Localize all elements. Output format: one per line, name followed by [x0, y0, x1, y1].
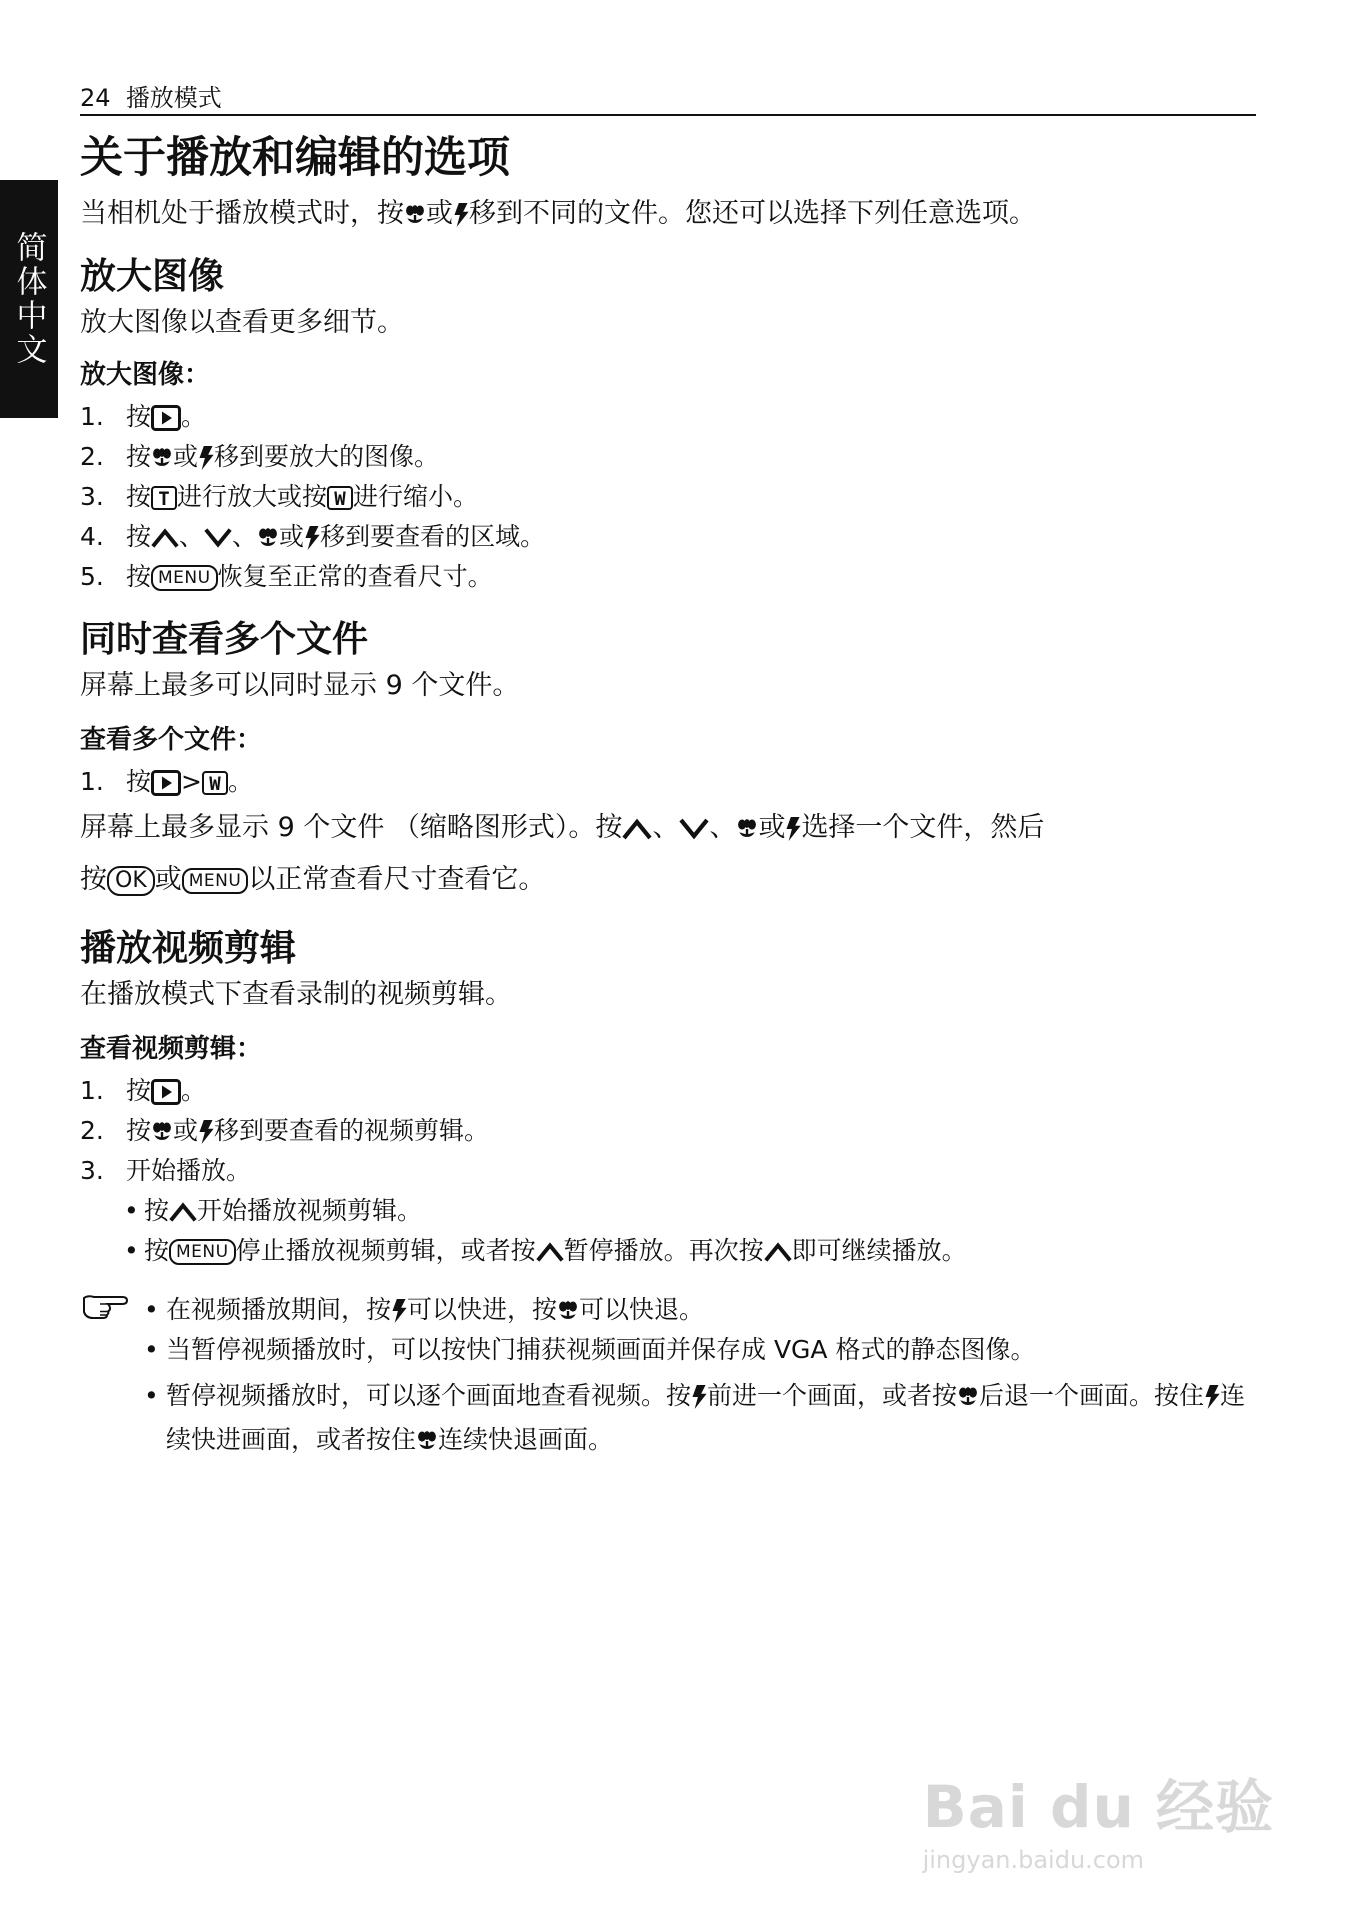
- tele-t-button-icon: T: [151, 486, 177, 510]
- flash-bolt-icon: [198, 446, 214, 470]
- language-tab-label: 简体中文: [10, 231, 47, 367]
- note-item: • 暂停视频播放时，可以逐个画面地查看视频。按 前进一个画面，或者按 后退一个画面。按住 连续快进画面，或者按住 连续快退画面。: [144, 1381, 1246, 1454]
- play-button-icon: [151, 770, 181, 796]
- watermark-brand: Bai du 经验: [922, 1773, 1274, 1841]
- flash-bolt-icon: [198, 1120, 214, 1144]
- video-steps-title: 查看视频剪辑：: [80, 1034, 263, 1064]
- up-chevron-icon: [622, 817, 652, 841]
- flash-bolt-icon: [304, 526, 320, 550]
- macro-flower-icon: [404, 204, 426, 226]
- menu-button-icon: MENU: [169, 1239, 236, 1265]
- list-item: 4. 按 、 、 或 移到要查看的区域。: [80, 522, 546, 551]
- wide-w-button-icon: W: [327, 486, 353, 510]
- macro-flower-icon: [416, 1430, 438, 1452]
- list-item: 1. 按 > W 。: [80, 767, 253, 796]
- multi-steps-title: 查看多个文件：: [80, 725, 263, 755]
- macro-flower-icon: [736, 818, 758, 840]
- flash-bolt-icon: [691, 1385, 707, 1409]
- list-item: 2. 按 或 移到要查看的视频剪辑。: [80, 1116, 490, 1145]
- multi-steps: [80, 762, 1270, 802]
- flash-bolt-icon: [453, 203, 469, 227]
- video-bullets: [80, 1191, 1270, 1271]
- down-chevron-icon: [679, 817, 709, 841]
- macro-flower-icon: [151, 447, 173, 469]
- macro-flower-icon: [257, 527, 279, 549]
- flash-bolt-icon: [785, 817, 801, 841]
- list-item: 3. 按 T 进行放大或按 W 进行缩小。: [80, 482, 479, 511]
- zoom-steps-title: 放大图像：: [80, 360, 211, 390]
- list-item: 1. 按 。: [80, 1076, 207, 1105]
- up-chevron-icon: [536, 1241, 564, 1263]
- header-divider: [80, 114, 1256, 116]
- multi-section-title: 同时查看多个文件: [80, 619, 369, 660]
- play-button-icon: [151, 405, 181, 431]
- video-description: 在播放模式下查看录制的视频剪辑。: [80, 979, 512, 1010]
- list-item: 5. 按 MENU 恢复至正常的查看尺寸。: [80, 562, 493, 591]
- multi-description: 屏幕上最多可以同时显示 9 个文件。: [80, 670, 520, 701]
- multi-paragraph: 屏幕上最多显示 9 个文件 （缩略图形式）。按 、 、 或 选择一个文件，然后 按 OK 或 MENU 以正常查看尺寸查看它。: [80, 812, 1045, 895]
- notes-block: [80, 1290, 1260, 1462]
- page-header: [80, 78, 222, 113]
- up-chevron-icon: [764, 1241, 792, 1263]
- macro-flower-icon: [957, 1386, 979, 1408]
- pointing-hand-icon: [82, 1292, 132, 1322]
- video-steps: [80, 1071, 1270, 1191]
- page-title: 关于播放和编辑的选项: [80, 133, 510, 183]
- language-tab: [0, 180, 58, 418]
- flash-bolt-icon: [1204, 1385, 1220, 1409]
- flash-bolt-icon: [391, 1299, 407, 1323]
- intro-paragraph: 当相机处于播放模式时，按 或 移到不同的文件。您还可以选择下列任意选项。: [80, 198, 1036, 229]
- list-item: 1. 按 。: [80, 402, 207, 431]
- list-item: 2. 按 或 移到要放大的图像。: [80, 442, 440, 471]
- menu-button-icon: MENU: [182, 868, 249, 894]
- list-item: • 按 开始播放视频剪辑。: [124, 1196, 423, 1225]
- main-content: [80, 128, 1270, 1271]
- down-chevron-icon: [204, 527, 232, 549]
- watermark-url: jingyan.baidu.com: [922, 1846, 1145, 1874]
- ok-button-icon: OK: [107, 866, 155, 896]
- page-number: 24: [80, 84, 111, 112]
- section-name: 播放模式: [125, 84, 222, 112]
- zoom-section-title: 放大图像: [80, 256, 225, 297]
- macro-flower-icon: [151, 1121, 173, 1143]
- up-chevron-icon: [169, 1201, 197, 1223]
- wide-w-button-icon: W: [202, 771, 228, 795]
- note-item: • 当暂停视频播放时，可以按快门捕获视频画面并保存成 VGA 格式的静态图像。: [144, 1335, 1036, 1364]
- note-item: • 在视频播放期间，按 可以快进，按 可以快退。: [144, 1295, 705, 1324]
- baidu-watermark: [923, 1760, 1274, 1874]
- list-item: 3. 开始播放。: [80, 1156, 252, 1185]
- zoom-description: 放大图像以查看更多细节。: [80, 307, 404, 338]
- zoom-steps: [80, 397, 1270, 597]
- list-item: • 按 MENU 停止播放视频剪辑，或者按 暂停播放。再次按 即可继续播放。: [124, 1236, 967, 1265]
- menu-button-icon: MENU: [151, 565, 218, 591]
- play-button-icon: [151, 1079, 181, 1105]
- macro-flower-icon: [557, 1300, 579, 1322]
- video-section-title: 播放视频剪辑: [80, 928, 297, 969]
- up-chevron-icon: [151, 527, 179, 549]
